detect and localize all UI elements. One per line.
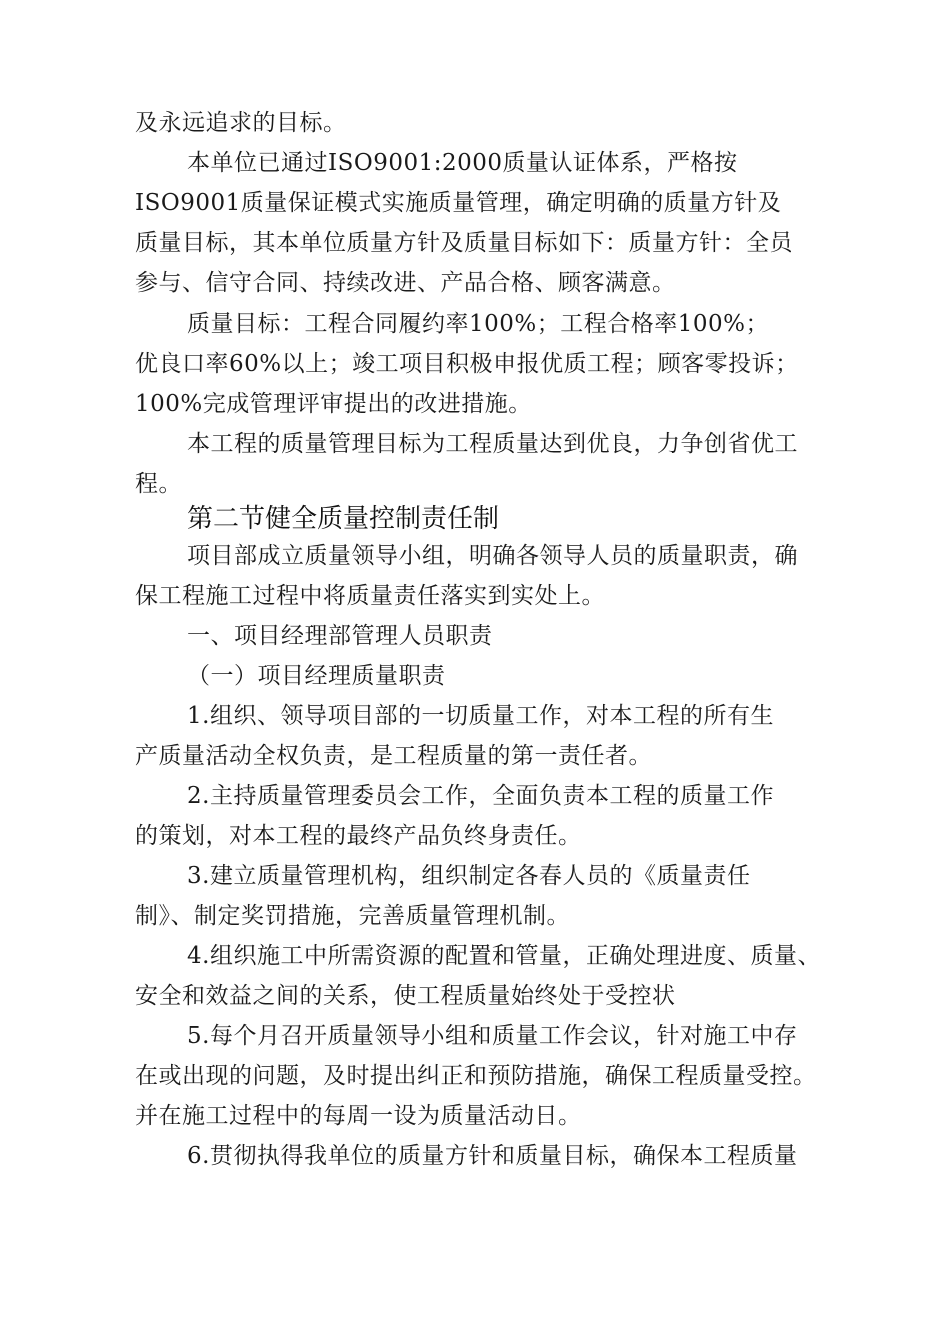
text-line: 制》、制定奖罚措施，完善质量管理机制。 [135, 903, 570, 929]
list-item: 2.主持质量管理委员会工作，全面负责本工程的质量工作 [187, 783, 774, 809]
list-item: 6.贯彻执得我单位的质量方针和质量目标，确保本工程质量 [187, 1143, 798, 1169]
list-item: 5.每个月召开质量领导小组和质量工作会议，针对施工中存 [187, 1023, 798, 1049]
text-line: 并在施工过程中的每周一设为质量活动日。 [135, 1103, 582, 1129]
subsection-heading: 一、项目经理部管理人员职责 [187, 623, 493, 649]
text-line: 本单位已通过ISO9001:2000质量认证体系，严格按 [187, 150, 738, 176]
list-item: 3.建立质量管理机构，组织制定各春人员的《质量责任 [187, 863, 751, 889]
text-line: 保工程施工过程中将质量责任落实到实处上。 [135, 583, 605, 609]
text-line: 项目部成立质量领导小组，明确各领导人员的质量职责，确 [187, 543, 798, 569]
text-line: 质量目标：工程合同履约率100%；工程合格率100%； [187, 311, 770, 337]
text-line: 100%完成管理评审提出的改进措施。 [135, 391, 532, 417]
list-item: 1.组织、领导项目部的一切质量工作，对本工程的所有生 [187, 703, 774, 729]
text-line: 质量目标，其本单位质量方针及质量目标如下：质量方针：全员 [135, 230, 793, 256]
text-line: 产质量活动全权负责，是工程质量的第一责任者。 [135, 743, 652, 769]
text-line: 参与、信守合同、持续改进、产品合格、顾客满意。 [135, 270, 676, 296]
text-line: 及永远追求的目标。 [135, 110, 347, 136]
subsection-heading: （一）项目经理质量职责 [187, 663, 446, 689]
text-line: 本工程的质量管理目标为工程质量达到优良，力争创省优工 [187, 431, 798, 457]
text-line: 的策划，对本工程的最终产品负终身责任。 [135, 823, 582, 849]
text-line: 程。 [135, 471, 182, 497]
list-item: 4.组织施工中所需资源的配置和管量，正确处理进度、质量、 [187, 943, 821, 969]
text-line: 在或出现的问题，及时提出纠正和预防措施，确保工程质量受控。 [135, 1063, 817, 1089]
text-line: 优良口率60%以上；竣工项目积极申报优质工程；顾客零投诉； [135, 351, 799, 377]
section-heading: 第二节健全质量控制责任制 [187, 504, 500, 534]
text-line: 安全和效益之间的关系，使工程质量始终处于受控状 [135, 983, 676, 1009]
text-line: ISO9001质量保证模式实施质量管理，确定明确的质量方针及 [135, 190, 782, 216]
